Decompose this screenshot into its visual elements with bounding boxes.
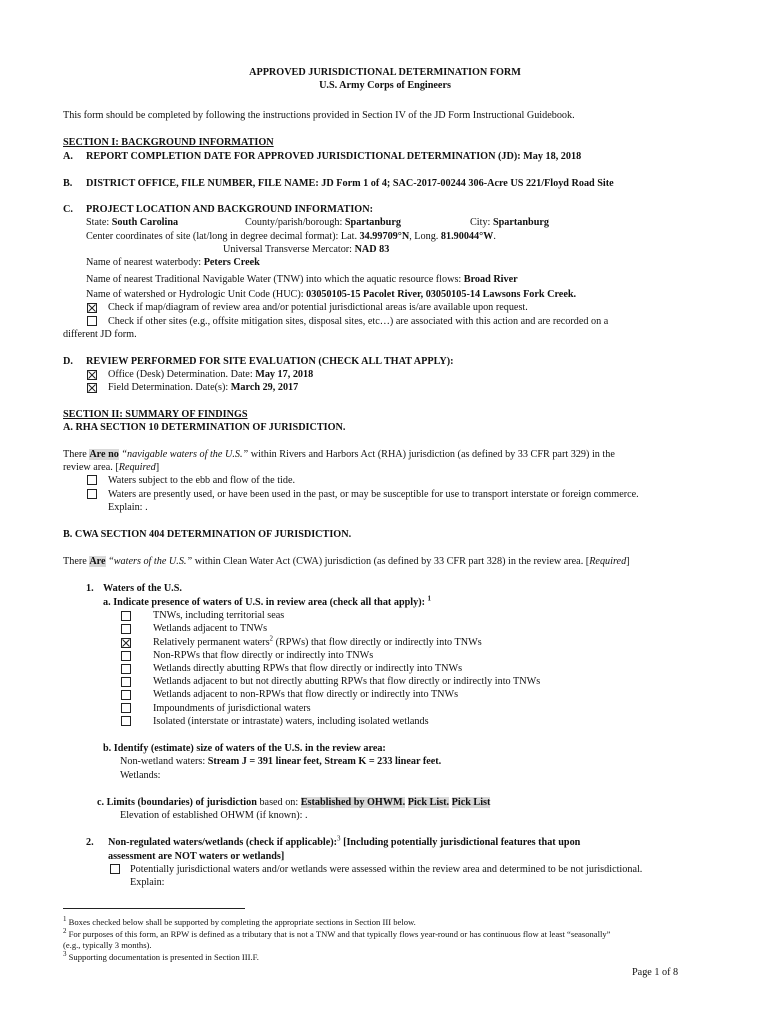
utm-line: Universal Transverse Mercator: NAD 83	[223, 244, 390, 255]
type-checkbox-adjacent-non-rpw[interactable]	[121, 690, 131, 700]
section-1-heading: SECTION I: BACKGROUND INFORMATION	[63, 137, 274, 148]
section-2-heading: SECTION II: SUMMARY OF FINDINGS	[63, 409, 248, 420]
s1-a-label: A.	[63, 151, 73, 162]
s1-d-label: D.	[63, 356, 73, 367]
footnote-2: $^2$ For purposes of this form, an RPW is defined as a tributary that is not a TNW and that typically flows year-round or has continuous flow at least “seasonally”	[63, 927, 611, 939]
type-label-adjacent-rpw: Wetlands adjacent to but not directly abutting RPWs that flow directly or indirectly into TNWs	[153, 676, 541, 687]
type-checkbox-abutting-rpw[interactable]	[121, 664, 131, 674]
size-heading: b. Identify (estimate) size of waters of the U.S. in the review area:	[103, 743, 386, 754]
office-date: May 17, 2018	[255, 369, 314, 380]
type-label-adjacent-non-rpw: Wetlands adjacent to non-RPWs that flow directly or indirectly into TNWs	[153, 689, 459, 700]
non-regulated-heading-cont: assessment are NOT waters or wetlands]	[108, 851, 285, 862]
footnote-3: $^3$ Supporting documentation is presented in Section III.F.	[63, 950, 259, 962]
type-checkbox-non-rpw[interactable]	[121, 651, 131, 661]
rha-statement: There Are no “navigable waters of the U.S.” within Rivers and Harbors Act (RHA) jurisdiction (as defined by 33 CFR part 329) in the	[63, 449, 615, 460]
type-label-tnw: TNWs, including territorial seas	[153, 610, 285, 621]
field-determination-label: Field Determination. Date(s): March 29, 2017	[108, 382, 299, 393]
ebb-flow-checkbox[interactable]	[87, 475, 97, 485]
intro-text: This form should be completed by following the instructions provided in Section IV of the JD Form Instructional Guidebook.	[63, 110, 575, 121]
limits-selection-3[interactable]: Pick List	[451, 797, 491, 808]
review-heading: REVIEW PERFORMED FOR SITE EVALUATION (CHECK ALL THAT APPLY):	[86, 356, 454, 367]
huc-line: Name of watershed or Hydrologic Unit Code (HUC): 03050105-15 Pacolet River, 03050105-14 Lawsons Fork Creek.	[86, 289, 577, 300]
state-value: South Carolina	[111, 217, 179, 228]
type-label-impoundments: Impoundments of jurisdictional waters	[153, 703, 311, 714]
utm-value: NAD 83	[354, 244, 390, 255]
county-value: Spartanburg	[344, 217, 401, 228]
waterbody-value: Peters Creek	[203, 257, 260, 268]
tnw-line: Name of nearest Traditional Navigable Water (TNW) into which the aquatic resource flows: Broad River	[86, 274, 518, 285]
footnote-divider	[63, 908, 245, 909]
office-determination-label: Office (Desk) Determination. Date: May 17, 2018	[108, 369, 314, 380]
cwa-heading: B. CWA SECTION 404 DETERMINATION OF JURISDICTION.	[63, 529, 352, 540]
cwa-selection[interactable]: Are	[89, 556, 106, 567]
non-jurisdictional-checkbox[interactable]	[110, 864, 120, 874]
ebb-flow-label: Waters subject to the ebb and flow of the tide.	[108, 475, 296, 486]
commerce-label: Waters are presently used, or have been used in the past, or may be susceptible for use to transport interstate or foreign commerce.	[108, 489, 639, 500]
rha-heading: A. RHA SECTION 10 DETERMINATION OF JURISDICTION.	[63, 422, 346, 433]
presence-heading: a. Indicate presence of waters of U.S. in review area (check all that apply): $^1$	[103, 594, 432, 608]
page-number: Page 1 of 8	[632, 967, 679, 978]
wetlands-line: Wetlands:	[120, 770, 161, 781]
other-sites-label: Check if other sites (e.g., offsite mitigation sites, disposal sites, etc…) are associated with this action and are recorded on a	[108, 316, 609, 327]
field-date: March 29, 2017	[230, 382, 299, 393]
county-line: County/parish/borough: Spartanburg	[245, 217, 401, 228]
s1-b-label: B.	[63, 178, 73, 189]
non-jurisdictional-label: Potentially jurisdictional waters and/or wetlands were assessed within the review area and determined to be not jurisdictional.	[130, 864, 643, 875]
waterbody-line: Name of nearest waterbody: Peters Creek	[86, 257, 260, 268]
longitude: 81.90044°W	[440, 231, 494, 242]
non-regulated-heading: Non-regulated waters/wetlands (check if applicable):$^3$ [Including potentially jurisdictional features that upon	[108, 834, 581, 848]
w1-label: 1.	[86, 583, 94, 594]
type-label-abutting-rpw: Wetlands directly abutting RPWs that flow directly or indirectly into TNWs	[153, 663, 463, 674]
s1-c-label: C.	[63, 204, 73, 215]
non-wetland-value: Stream J = 391 linear feet, Stream K = 233 linear feet.	[207, 756, 442, 767]
district-office: DISTRICT OFFICE, FILE NUMBER, FILE NAME: JD Form 1 of 4; SAC-2017-00244 306-Acre US 221/Floyd Road Site	[86, 178, 614, 189]
rha-explain: Explain: .	[108, 502, 148, 513]
limits-line: c. Limits (boundaries) of jurisdiction based on: Established by OHWM. Pick List. Pick List	[97, 797, 491, 808]
limits-selection-2[interactable]: Pick List.	[407, 797, 450, 808]
type-checkbox-impoundments[interactable]	[121, 703, 131, 713]
non-jurisdictional-explain: Explain:	[130, 877, 165, 888]
project-location-heading: PROJECT LOCATION AND BACKGROUND INFORMATION:	[86, 204, 373, 215]
report-date: REPORT COMPLETION DATE FOR APPROVED JURISDICTIONAL DETERMINATION (JD): May 18, 2018	[86, 151, 582, 162]
type-checkbox-rpw[interactable]	[121, 638, 131, 648]
huc-value: 03050105-15 Pacolet River, 03050105-14 Lawsons Fork Creek.	[306, 289, 577, 300]
rha-statement-cont: review area. [Required]	[63, 462, 160, 473]
limits-selection-1[interactable]: Established by OHWM.	[300, 797, 406, 808]
city-value: Spartanburg	[492, 217, 549, 228]
rha-selection[interactable]: Are no	[89, 449, 119, 460]
agency-name: U.S. Army Corps of Engineers	[319, 80, 451, 91]
waters-us-heading: Waters of the U.S.	[103, 583, 182, 594]
field-determination-checkbox[interactable]	[87, 383, 97, 393]
cwa-statement: There Are “waters of the U.S.” within Clean Water Act (CWA) jurisdiction (as defined by 33 CFR part 328) in the review area. [Required]	[63, 556, 630, 567]
type-checkbox-tnw[interactable]	[121, 611, 131, 621]
commerce-checkbox[interactable]	[87, 489, 97, 499]
type-checkbox-adjacent-rpw[interactable]	[121, 677, 131, 687]
coordinates-line: Center coordinates of site (lat/long in degree decimal format): Lat. 34.99709°N, Long. 81.90044°W.	[86, 231, 496, 242]
footnote-2-cont: (e.g., typically 3 months).	[63, 940, 152, 950]
ohwm-line: Elevation of established OHWM (if known): .	[120, 810, 308, 821]
city-line: City: Spartanburg	[470, 217, 549, 228]
non-wetland-line: Non-wetland waters: Stream J = 391 linear feet, Stream K = 233 linear feet.	[120, 756, 442, 767]
footnote-1: $^1$ Boxes checked below shall be supported by completing the appropriate sections in Section III below.	[63, 915, 416, 927]
form-title: APPROVED JURISDICTIONAL DETERMINATION FORM	[249, 67, 521, 78]
map-available-label: Check if map/diagram of review area and/or potential jurisdictional areas is/are available upon request.	[108, 302, 528, 313]
map-available-checkbox[interactable]	[87, 303, 97, 313]
type-label-non-rpw: Non-RPWs that flow directly or indirectly into TNWs	[153, 650, 374, 661]
type-checkbox-wetlands-tnw[interactable]	[121, 624, 131, 634]
type-label-isolated: Isolated (interstate or intrastate) waters, including isolated wetlands	[153, 716, 429, 727]
w2-label: 2.	[86, 837, 94, 848]
other-sites-label-cont: different JD form.	[63, 329, 137, 340]
tnw-value: Broad River	[463, 274, 518, 285]
state-line: State: South Carolina	[86, 217, 179, 228]
office-determination-checkbox[interactable]	[87, 370, 97, 380]
latitude: 34.99709°N	[359, 231, 410, 242]
type-label-rpw: Relatively permanent waters$^2$ (RPWs) that flow directly or indirectly into TNWs	[153, 634, 482, 648]
type-checkbox-isolated[interactable]	[121, 716, 131, 726]
type-label-wetlands-tnw: Wetlands adjacent to TNWs	[153, 623, 268, 634]
other-sites-checkbox[interactable]	[87, 316, 97, 326]
